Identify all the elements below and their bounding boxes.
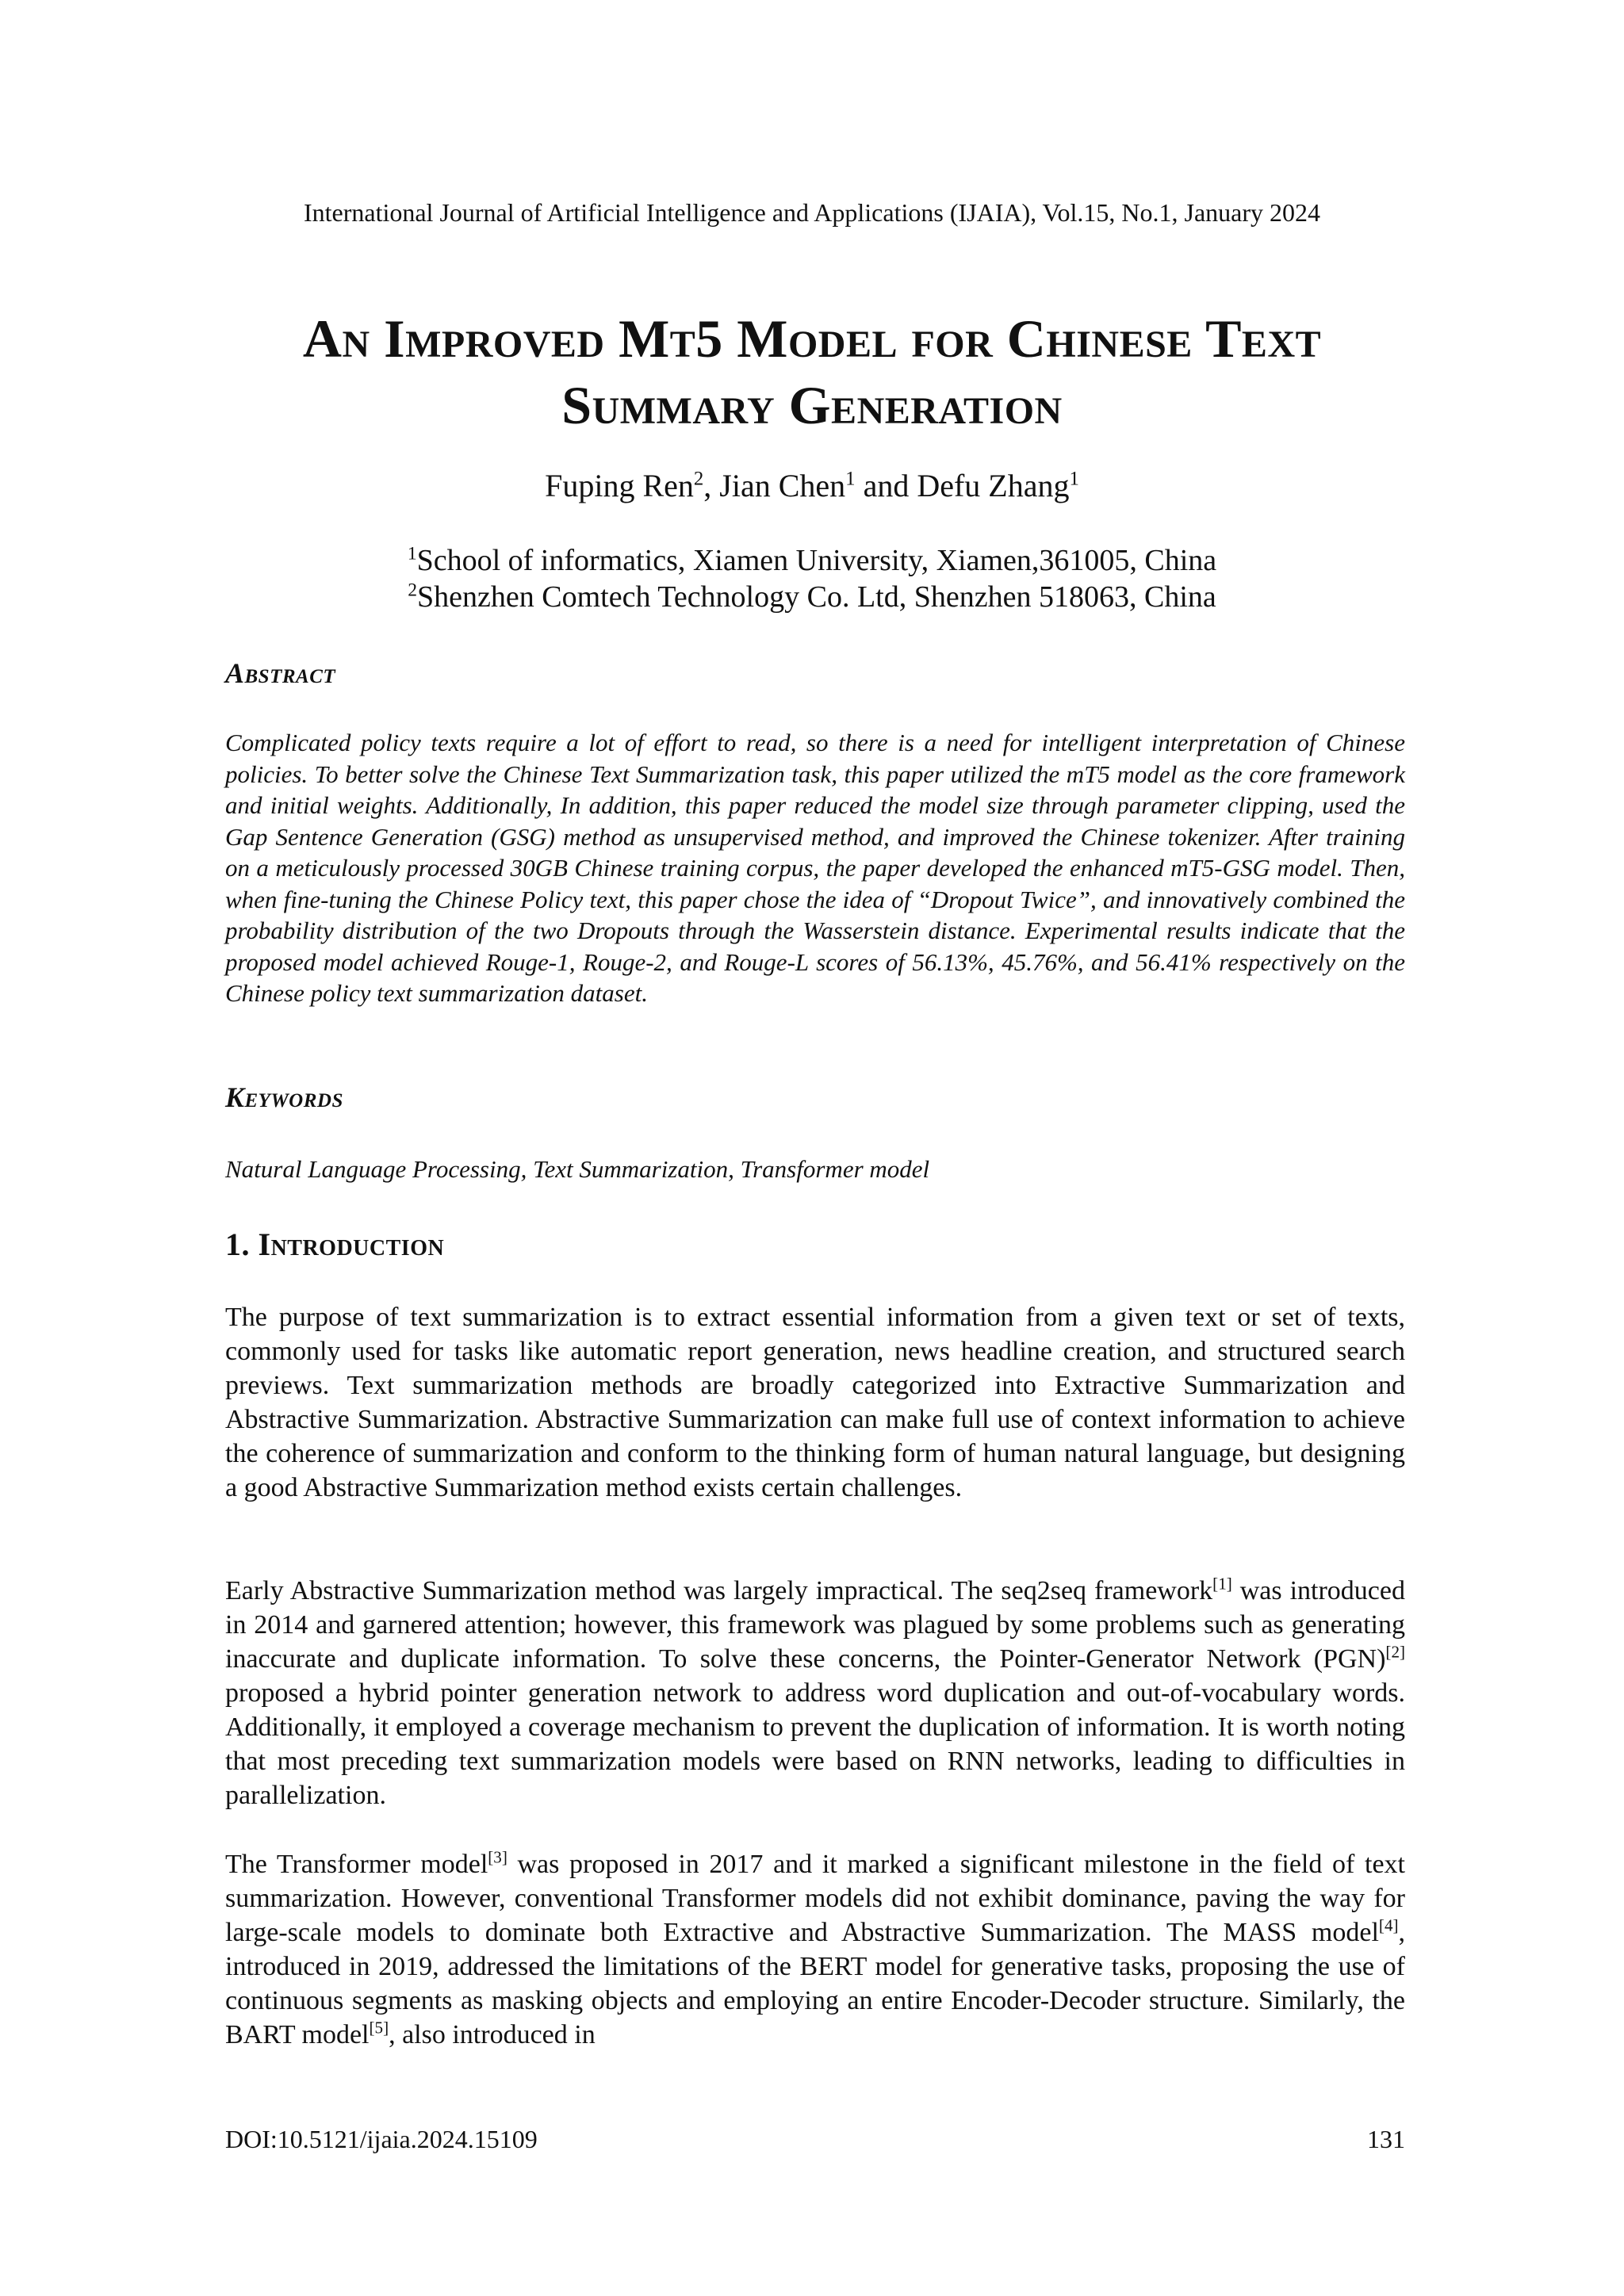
author-name: Defu Zhang [917,468,1070,503]
paragraph-text: Early Abstractive Summarization method was largely impractical. The seq2seq framework [225,1576,1213,1605]
keywords-heading: Keywords [225,1081,343,1113]
author-affil-sup: 1 [845,468,856,490]
affiliation-text: School of informatics, Xiamen University, Xiamen,361005, China [416,544,1217,577]
paragraph-text: proposed a hybrid pointer generation network to address word duplication and out-of-vocabulary words. Additionally, it employed a coverage mechanism to prevent the duplication of information. It is worth noting that most preceding text summarization models were based on RNN networks, leading to difficulties in parallelization. [225,1678,1405,1810]
introduction-heading: 1. Introduction [225,1226,445,1262]
author-separator: and [855,468,917,503]
keywords-text: Natural Language Processing, Text Summarization, Transformer model [225,1155,930,1183]
author-name: Fuping Ren [545,468,694,503]
citation-ref: [5] [369,2018,389,2038]
intro-paragraph-2 [225,1574,1405,1812]
affiliation-text: Shenzhen Comtech Technology Co. Ltd, Shenzhen 518063, China [417,580,1216,614]
author-separator: , [703,468,720,503]
paragraph-text: , also introduced in [389,2020,596,2049]
author-name: Jian Chen [719,468,846,503]
abstract-text: Complicated policy texts require a lot of effort to read, so there is a need for intelligent interpretation of Chinese policies. To better solve the Chinese Text Summarization task, this paper utilized the mT5 model as the core framework and initial weights. Additionally, In addition, this paper reduced the model size through parameter clipping, used the Gap Sentence Generation (GSG) method as unsupervised method, and improved the Chinese tokenizer. After training on a meticulously processed 30GB Chinese training corpus, the paper developed the enhanced mT5-GSG model. Then, when fine-tuning the Chinese Policy text, this paper chose the idea of “Dropout Twice”, and innovatively combined the probability distribution of the two Dropouts through the Wasserstein distance. Experimental results indicate that the proposed model achieved Rouge-1, Rouge-2, and Rouge-L scores of 56.13%, 45.76%, and 56.41% respectively on the Chinese policy text summarization dataset. [225,729,1405,1007]
paragraph-text: was introduced in 2014 and garnered attention; however, this framework was plagued by some problems such as generating inaccurate and duplicate information. To solve these concerns, the Pointer-Generator Network (PGN) [225,1576,1405,1674]
paper-title [190,305,1434,438]
citation-ref: [3] [488,1847,508,1867]
affiliation-sup: 2 [408,580,418,601]
author-affil-sup: 1 [1069,468,1079,490]
author-affil-sup: 2 [693,468,704,490]
title-line-2: Summary Generation [561,375,1063,435]
paragraph-text: was proposed in 2017 and it marked a significant milestone in the field of text summarization. However, conventional Transformer models did not exhibit dominance, paving the way for large-scale models to dominate both Extractive and Abstractive Summarization. The MASS model [225,1850,1405,1947]
affiliation-1 [0,542,1624,579]
citation-ref: [2] [1385,1642,1405,1662]
affiliation-sup: 1 [407,543,417,564]
abstract-heading: Abstract [225,657,336,689]
title-line-1: An Improved Mt5 Model for Chinese Text [302,308,1322,369]
paragraph-text: The Transformer model [225,1850,488,1879]
citation-ref: [1] [1212,1574,1232,1594]
author-list [0,466,1624,506]
citation-ref: [4] [1378,1915,1399,1935]
affiliation-2 [0,579,1624,615]
paragraph-text: , introduced in 2019, addressed the limitations of the BERT model for generative tasks, proposing the use of continuous segments as masking objects and employing an entire Encoder-Decoder structure. Similarly, the BART model [225,1918,1405,2049]
intro-paragraph-3 [225,1847,1405,2052]
intro-paragraph-1: The purpose of text summarization is to extract essential information from a given text or set of texts, commonly used for tasks like automatic report generation, news headline creation, and structured search previews. Text summarization methods are broadly categorized into Extractive Summarization and Abstractive Summarization. Abstractive Summarization can make full use of context information to achieve the coherence of summarization and conform to the thinking form of human natural language, but designing a good Abstractive Summarization method exists certain challenges. [225,1303,1405,1502]
running-header: International Journal of Artificial Intelligence and Applications (IJAIA), Vol.15, No.1, January 2024 [303,198,1321,227]
page-number: 131 [1367,2125,1405,2153]
footer-doi: DOI:10.5121/ijaia.2024.15109 [225,2125,538,2153]
